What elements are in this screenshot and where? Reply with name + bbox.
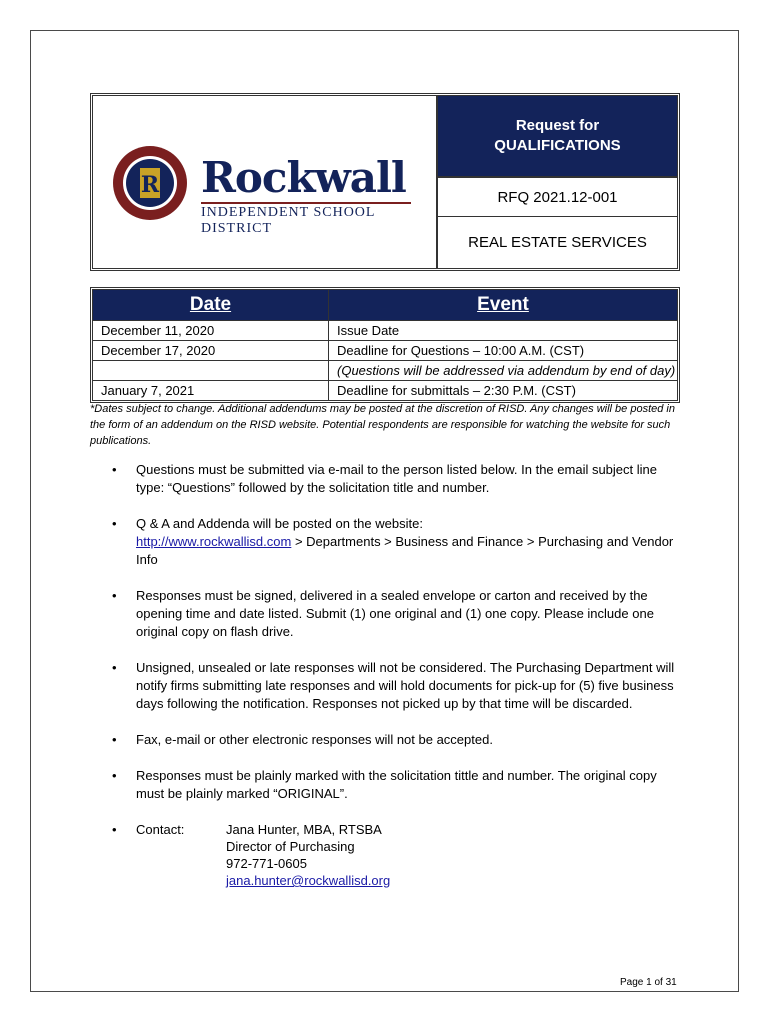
- contact-email-link[interactable]: jana.hunter@rockwallisd.org: [226, 873, 391, 888]
- bullet-text: Unsigned, unsealed or late responses will not be considered. The Purchasing Department will notify firms submitting late responses and will hold documents for pick-up for (5) five business days following the notification. Responses not picked up by that time will be discarded.: [136, 660, 675, 711]
- row-event: Deadline for submittals – 2:30 P.M. (CST): [337, 383, 576, 398]
- header-box: [90, 93, 680, 271]
- rfq-service: REAL ESTATE SERVICES: [468, 234, 647, 251]
- rfq-title-line1: Request for: [515, 117, 600, 134]
- website-link[interactable]: http://www.rockwallisd.com: [136, 534, 292, 549]
- bullet-icon: •: [112, 732, 117, 747]
- bullet-text: Questions must be submitted via e-mail to the person listed below. In the email subject line type: “Questions” followed by the solicitation title and number.: [136, 462, 657, 495]
- bullet-icon: •: [112, 768, 117, 783]
- list-item: [90, 515, 680, 569]
- district-seal-icon: [111, 144, 189, 222]
- logo-subtitle: INDEPENDENT SCHOOL DISTRICT: [201, 205, 375, 236]
- list-item: [90, 587, 680, 641]
- bullet-text: Fax, e-mail or other electronic responses will not be accepted.: [136, 732, 493, 747]
- contact-name: Jana Hunter, MBA, RTSBA: [226, 822, 382, 837]
- bullet-text: Responses must be plainly marked with the solicitation tittle and number. The original copy must be plainly marked “ORIGINAL”.: [136, 768, 657, 801]
- page-number: Page 1 of 31: [620, 977, 677, 988]
- bullet-icon: •: [112, 588, 117, 603]
- table-row: [93, 380, 677, 400]
- contact-label: Contact:: [136, 822, 185, 837]
- district-logo: [93, 96, 438, 268]
- contact-title: Director of Purchasing: [226, 839, 355, 854]
- table-row: [93, 320, 677, 340]
- table-row: [93, 340, 677, 360]
- list-item: [90, 659, 680, 713]
- header-date: Date: [93, 290, 329, 320]
- seal-letter: R: [140, 172, 160, 198]
- logo-divider: [201, 202, 411, 204]
- rfq-info: [438, 96, 677, 268]
- list-item: [90, 821, 680, 889]
- bullet-icon: •: [112, 660, 117, 675]
- row-event: Issue Date: [337, 323, 400, 338]
- rfq-number: RFQ 2021.12-001: [438, 178, 677, 217]
- contact-phone: 972-771-0605: [226, 856, 307, 871]
- row-event: (Questions will be addressed via addendum by end of day): [337, 363, 676, 378]
- bullet-icon: •: [112, 822, 117, 837]
- row-date: December 11, 2020: [93, 321, 329, 340]
- bullet-text: Q & A and Addenda will be posted on the website:: [136, 516, 423, 531]
- row-date: January 7, 2021: [93, 381, 329, 400]
- row-date: December 17, 2020: [93, 341, 329, 360]
- list-item: [90, 767, 680, 803]
- header-event: Event: [477, 294, 529, 315]
- rfq-title: [438, 96, 677, 178]
- instructions-list: [90, 461, 680, 907]
- logo-wordmark: Rockwall: [201, 153, 406, 202]
- row-event: Deadline for Questions – 10:00 A.M. (CST): [337, 343, 585, 358]
- schedule-footnote: *Dates subject to change. Additional addendums may be posted at the discretion of RISD. Any changes will be posted in the form of an addendum on the RISD website. Potential respondents are responsible for watching the website for such publications.: [90, 403, 675, 447]
- rfq-title-line2: QUALIFICATIONS: [494, 137, 621, 154]
- bullet-icon: •: [112, 516, 117, 531]
- list-item: [90, 461, 680, 497]
- bullet-icon: •: [112, 462, 117, 477]
- contact-block: [136, 821, 680, 889]
- schedule-table: [90, 287, 680, 403]
- schedule-header: [93, 290, 677, 320]
- row-date: [93, 361, 329, 380]
- list-item: [90, 731, 680, 749]
- bullet-text: Responses must be signed, delivered in a sealed envelope or carton and received by the opening time and date listed. Submit (1) one original and (1) one copy. Please include one original copy on flash drive.: [136, 588, 654, 639]
- contact-info: [226, 821, 390, 889]
- website-path: > Departments > Business and Finance > Purchasing and Vendor Info: [136, 534, 674, 567]
- table-row: [93, 360, 677, 380]
